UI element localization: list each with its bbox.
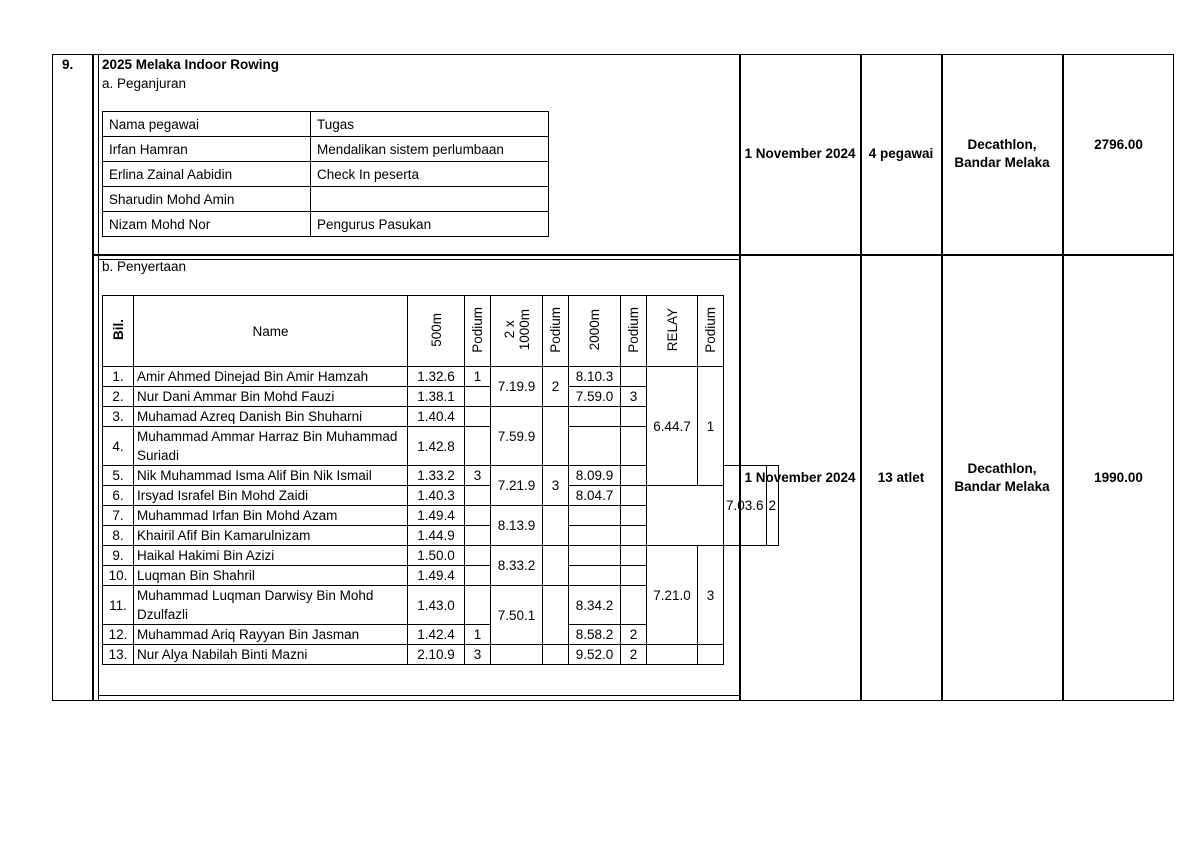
officers-table (102, 111, 549, 237)
table-row (103, 506, 779, 526)
athlete-2000m-podium: 3 (621, 387, 647, 407)
athlete-500m: 1.40.3 (408, 486, 465, 506)
officers-header-row (103, 112, 549, 137)
athlete-no: 5. (103, 466, 134, 486)
item-number: 9. (62, 57, 74, 72)
table-row (103, 187, 549, 212)
table-row (103, 212, 549, 237)
athlete-500m: 1.49.4 (408, 566, 465, 586)
athlete-2000m-podium (621, 566, 647, 586)
section-b-date: 1 November 2024 (744, 470, 856, 485)
athlete-500m-podium (465, 526, 491, 546)
pair-time: 7.50.1 (491, 586, 543, 645)
athlete-500m-podium: 3 (465, 645, 491, 665)
athlete-2000m: 8.58.2 (569, 625, 621, 645)
bil-header: Bil. (103, 296, 134, 367)
athlete-2000m-podium: 2 (621, 625, 647, 645)
pair-podium: 2 (543, 367, 569, 407)
athlete-name: Luqman Bin Shahril (134, 566, 408, 586)
section-a-date: 1 November 2024 (744, 146, 856, 161)
officer-name: Sharudin Mohd Amin (103, 187, 311, 212)
athlete-no: 9. (103, 546, 134, 566)
athlete-500m: 1.42.8 (408, 427, 465, 466)
event-title: 2025 Melaka Indoor Rowing (102, 57, 280, 72)
table-row (103, 645, 779, 665)
athlete-no: 12. (103, 625, 134, 645)
pair-podium (543, 586, 569, 645)
athlete-500m: 1.44.9 (408, 526, 465, 546)
section-a-label: a. Peganjuran (102, 76, 187, 91)
athlete-500m-podium (465, 387, 491, 407)
pair-podium-empty (543, 645, 569, 665)
athlete-2000m-podium (621, 546, 647, 566)
athlete-no: 10. (103, 566, 134, 586)
athlete-2000m (569, 506, 621, 526)
pair-time: 7.19.9 (491, 367, 543, 407)
athlete-name: Nur Dani Ammar Bin Mohd Fauzi (134, 387, 408, 407)
2000m-header: 2000m (569, 296, 621, 367)
relay-podium: 1 (698, 367, 724, 486)
athlete-name: Nik Muhammad Isma Alif Bin Nik Ismail (134, 466, 408, 486)
table-row (103, 162, 549, 187)
athlete-no: 8. (103, 526, 134, 546)
athlete-2000m-podium (621, 526, 647, 546)
pair-time: 7.59.9 (491, 407, 543, 466)
500m-header: 500m (408, 296, 465, 367)
athlete-500m: 1.50.0 (408, 546, 465, 566)
col-divider-number (92, 54, 94, 701)
athlete-no: 13. (103, 645, 134, 665)
athlete-no: 1. (103, 367, 134, 387)
athlete-no: 7. (103, 506, 134, 526)
athlete-500m: 2.10.9 (408, 645, 465, 665)
athlete-500m: 1.38.1 (408, 387, 465, 407)
relay-time: 7.03.6 (724, 466, 767, 546)
athlete-500m-podium (465, 407, 491, 427)
pair-podium (543, 546, 569, 586)
athlete-name: Haikal Hakimi Bin Azizi (134, 546, 408, 566)
athlete-500m: 1.43.0 (408, 586, 465, 625)
athlete-500m: 1.40.4 (408, 407, 465, 427)
inner-cell-line-left (98, 54, 99, 701)
podium-relay-header: Podium (698, 296, 724, 367)
pair-time-empty (491, 645, 543, 665)
name-header: Name (134, 296, 408, 367)
table-row (103, 367, 779, 387)
row-divider (93, 254, 1174, 256)
athlete-500m-podium (465, 546, 491, 566)
athlete-name: Irsyad Israfel Bin Mohd Zaidi (134, 486, 408, 506)
athlete-no: 3. (103, 407, 134, 427)
podium-2000m-header: Podium (621, 296, 647, 367)
athlete-name: Khairil Afif Bin Kamarulnizam (134, 526, 408, 546)
athlete-500m: 1.33.2 (408, 466, 465, 486)
athlete-2000m: 8.10.3 (569, 367, 621, 387)
officer-task-header: Tugas (311, 112, 549, 137)
section-a-count: 4 pegawai (868, 146, 934, 161)
athlete-500m-podium: 3 (465, 466, 491, 486)
athlete-no: 2. (103, 387, 134, 407)
relay-time: 6.44.7 (647, 367, 698, 486)
section-a-amount: 2796.00 (1094, 137, 1143, 152)
relay-time: 7.21.0 (647, 546, 698, 645)
athlete-500m: 1.49.4 (408, 506, 465, 526)
athlete-name: Muhammad Luqman Darwisy Bin Mohd Dzulfazli (134, 586, 408, 625)
officer-name: Erlina Zainal Aabidin (103, 162, 311, 187)
2x1000m-header: 2 x 1000m (491, 296, 543, 367)
inner-cell-line-bottom (98, 695, 740, 696)
athlete-500m-podium (465, 586, 491, 625)
section-b-venue: Decathlon, Bandar Melaka (954, 461, 1050, 494)
relay-podium-empty (698, 645, 724, 665)
relay-podium: 3 (698, 546, 724, 645)
athlete-2000m-podium (621, 486, 647, 506)
athlete-2000m: 9.52.0 (569, 645, 621, 665)
pair-time: 7.21.9 (491, 466, 543, 506)
participants-header-row (103, 296, 779, 367)
athlete-500m-podium: 1 (465, 625, 491, 645)
athlete-no: 6. (103, 486, 134, 506)
relay-time-empty (647, 645, 698, 665)
relay-podium: 2 (766, 466, 779, 546)
athlete-2000m: 8.34.2 (569, 586, 621, 625)
athlete-2000m: 8.04.7 (569, 486, 621, 506)
athlete-2000m (569, 407, 621, 427)
section-b-amount: 1990.00 (1094, 470, 1143, 485)
athlete-name: Amir Ahmed Dinejad Bin Amir Hamzah (134, 367, 408, 387)
athlete-2000m: 7.59.0 (569, 387, 621, 407)
section-b-count: 13 atlet (877, 470, 925, 485)
podium-2x1000m-header: Podium (543, 296, 569, 367)
inner-row-line (98, 259, 740, 260)
athlete-no: 4. (103, 427, 134, 466)
officer-task: Check In peserta (311, 162, 549, 187)
athlete-2000m-podium: 2 (621, 645, 647, 665)
athlete-500m-podium (465, 566, 491, 586)
athlete-2000m (569, 566, 621, 586)
table-row (103, 546, 779, 566)
athlete-name: Nur Alya Nabilah Binti Mazni (134, 645, 408, 665)
pair-podium (543, 506, 569, 546)
athlete-name: Muhammad Ariq Rayyan Bin Jasman (134, 625, 408, 645)
officer-name: Irfan Hamran (103, 137, 311, 162)
pair-time: 8.33.2 (491, 546, 543, 586)
athlete-name: Muhammad Irfan Bin Mohd Azam (134, 506, 408, 526)
pair-podium (543, 407, 569, 466)
athlete-2000m-podium (621, 466, 647, 486)
table-row (103, 137, 549, 162)
pair-podium: 3 (543, 466, 569, 506)
table-row (103, 486, 779, 506)
athlete-2000m-podium (621, 427, 647, 466)
table-row (103, 526, 779, 546)
section-b-label: b. Penyertaan (102, 259, 187, 274)
athlete-no: 11. (103, 586, 134, 625)
athlete-500m-podium (465, 486, 491, 506)
participants-table (102, 295, 779, 665)
pair-time: 8.13.9 (491, 506, 543, 546)
officer-name: Nizam Mohd Nor (103, 212, 311, 237)
officer-task: Mendalikan sistem perlumbaan (311, 137, 549, 162)
athlete-2000m-podium (621, 586, 647, 625)
athlete-500m-podium (465, 427, 491, 466)
athlete-name: Muhammad Ammar Harraz Bin Muhammad Suriadi (134, 427, 408, 466)
athlete-2000m (569, 427, 621, 466)
athlete-2000m-podium (621, 367, 647, 387)
athlete-2000m-podium (621, 407, 647, 427)
section-a-venue: Decathlon, Bandar Melaka (954, 137, 1050, 170)
athlete-500m: 1.42.4 (408, 625, 465, 645)
officer-task: Pengurus Pasukan (311, 212, 549, 237)
athlete-2000m: 8.09.9 (569, 466, 621, 486)
athlete-500m-podium: 1 (465, 367, 491, 387)
athlete-2000m (569, 526, 621, 546)
relay-header: RELAY (647, 296, 698, 367)
podium-500m-header: Podium (465, 296, 491, 367)
athlete-2000m-podium (621, 506, 647, 526)
athlete-name: Muhamad Azreq Danish Bin Shuharni (134, 407, 408, 427)
athlete-2000m (569, 546, 621, 566)
officer-name-header: Nama pegawai (103, 112, 311, 137)
officer-task (311, 187, 549, 212)
athlete-500m: 1.32.6 (408, 367, 465, 387)
athlete-500m-podium (465, 506, 491, 526)
